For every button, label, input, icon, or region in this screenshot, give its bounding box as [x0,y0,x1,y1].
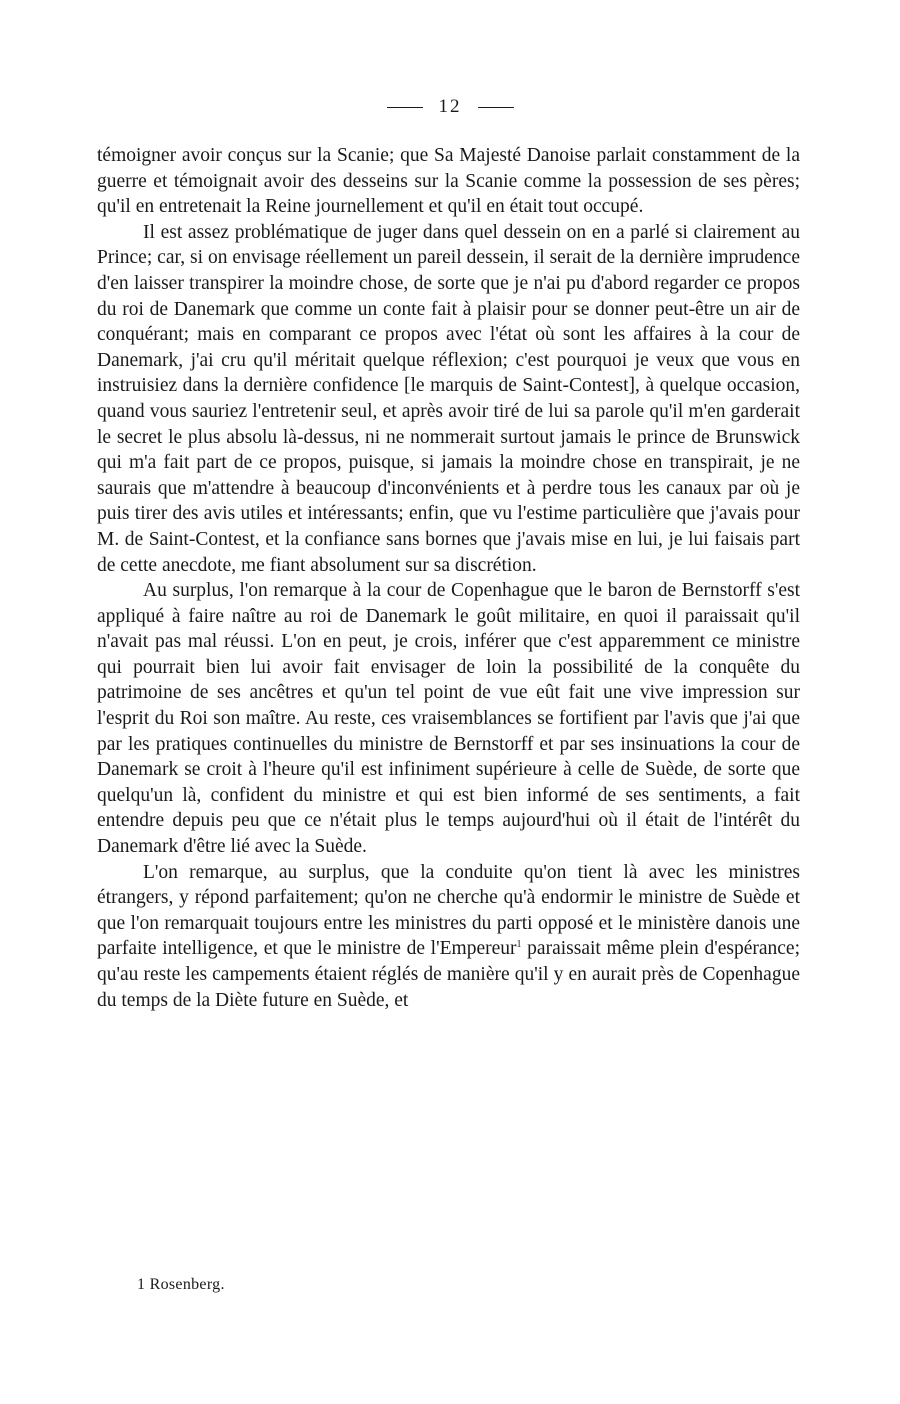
page-header [0,96,900,118]
paragraph-4-text-after-note: paraissait même plein d'espérance; qu'au reste les campements étaient réglés de manière qu'il y en aurait près de Copenhague du temps de la Diète future en Suède, et [97,938,800,1011]
header-rule-left [387,107,423,108]
page-number: 12 [438,96,462,117]
paragraph-1: témoigner avoir conçus sur la Scanie; que Sa Majesté Danoise parlait constamment de la guerre et témoignait avoir des desseins sur la Scanie comme la possession de ses pères; qu'il en entretenait la Reine journellement et qu'il en était tout occupé. [97,145,800,218]
footnote-marker: 1 [137,1276,146,1293]
footnote-text: Rosenberg. [149,1276,225,1293]
paragraph-4-text-before-note: L'on remarque, au surplus, que la conduite qu'on tient là avec les ministres étrangers, y répond parfaitement; qu'on ne cherche qu'à endormir le ministre de Suède et que l'on remarquait toujours entre les ministres du parti opposé et le ministère danois une parfaite intelligence, et que le ministre de l'Empereur [97,861,800,960]
paragraph-4 [97,860,800,1014]
body-text [97,143,800,1013]
footnote-reference: 1 [516,939,522,951]
paragraph-2: Il est assez problématique de juger dans quel dessein on en a parlé si clairement au Prince; car, si on envisage réellement un pareil dessein, il serait de la dernière imprudence d'en laisser transpirer la moindre chose, de sorte que je n'ai pu d'abord regarder ce propos du roi de Danemark que comme un conte fait à plaisir pour se donner peut-être un air de conquérant; mais en comparant ce propos avec l'état où sont les affaires à la cour de Danemark, j'ai cru qu'il méritait quelque réflexion; c'est pourquoi je veux que vous en instruisiez dans la dernière confidence [le marquis de Saint-Contest], à quelque occasion, quand vous sauriez l'entretenir seul, et après avoir tiré de lui sa parole qu'il m'en garderait le secret le plus absolu là-dessus, ni ne nommerait surtout jamais le prince de Brunswick qui m'a fait part de ce propos, puisque, si jamais la moindre chose en transpirait, je ne saurais que m'attendre à beaucoup d'inconvénients et à perdre tous les canaux par où je puis tirer des avis utiles et intéressants; enfin, que vu l'estime particulière que j'avais pour M. de Saint-Contest, et la confiance sans bornes que j'avais mise en lui, je lui faisais part de cette anecdote, me fiant absolument sur sa discrétion. [97,221,800,576]
paragraph-3: Au surplus, l'on remarque à la cour de Copenhague que le baron de Bernstorff s'est appliqué à faire naître au roi de Danemark le goût militaire, en quoi il paraissait qu'il n'avait pas mal réussi. L'on en peut, je crois, inférer que c'est apparemment ce ministre qui pourrait bien lui avoir fait envisager de loin la possibilité de la conquête du patrimoine de ses ancêtres et qu'un tel point de vue eût fait une vive impression sur l'esprit du Roi son maître. Au reste, ces vraisemblances se fortifient par l'avis que j'ai que par les pratiques continuelles du ministre de Bernstorff et par ses insinuations la cour de Danemark se croit à l'heure qu'il est infiniment supérieure à celle de Suède, de sorte que quelqu'un là, confident du ministre et qui est bien informé de ses sentiments, a fait entendre depuis peu que ce n'était plus le temps aujourd'hui où il était de l'intérêt du Danemark d'être lié avec la Suède. [97,580,800,858]
header-rule-right [478,107,514,108]
footnote [137,1276,225,1294]
